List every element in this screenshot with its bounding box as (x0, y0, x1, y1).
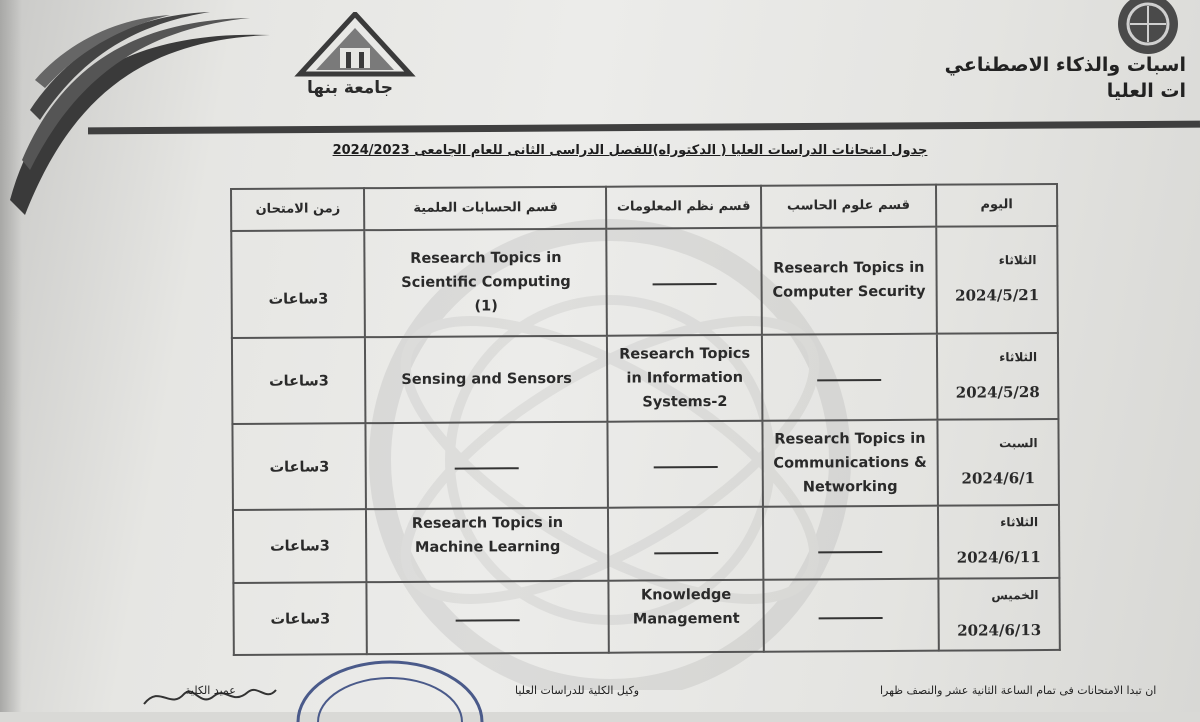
info-course (608, 421, 763, 508)
sci-course (366, 508, 608, 582)
table-row (232, 419, 1059, 510)
course-name: Research Topics in Information Systems-2 (619, 345, 751, 411)
day-name: الثلاثاء (999, 349, 1038, 365)
faculty-name: اسبات والذكاء الاصطناعي (944, 54, 1186, 76)
sci-course (367, 580, 609, 654)
exam-date: 2024/6/13 (957, 620, 1042, 640)
cs-course (762, 333, 938, 420)
table-header-row (231, 184, 1057, 231)
exam-day (938, 578, 1059, 651)
cs-course (763, 506, 939, 579)
header-exam-time: زمن الامتحان (231, 188, 365, 231)
exam-schedule-table (230, 183, 1061, 656)
sci-course (366, 422, 608, 510)
table-row (232, 333, 1059, 424)
university-name: جامعة بنها (307, 78, 393, 98)
exam-duration: 3ساعات (232, 423, 366, 510)
exam-date: 2024/6/11 (956, 548, 1041, 568)
day-name: السبت (999, 436, 1038, 451)
faculty-emblem-icon (1108, 0, 1188, 62)
info-course (607, 228, 762, 335)
course-name: Research Topics in Computer Security (772, 260, 926, 302)
course-name: Sensing and Sensors (401, 370, 572, 388)
exam-day (938, 505, 1059, 578)
empty-slot-dash (653, 466, 717, 468)
empty-slot-dash (652, 283, 716, 285)
exam-day (937, 419, 1059, 506)
info-course (609, 579, 764, 652)
day-name: الخميس (991, 587, 1039, 603)
course-name: Knowledge Management (632, 586, 740, 628)
dean-signature-label: عميد الكلية (185, 684, 236, 697)
cs-course (763, 578, 939, 651)
info-course (607, 334, 762, 421)
exam-date: 2024/5/21 (955, 286, 1040, 305)
exam-duration: 3ساعات (231, 230, 365, 337)
empty-slot-dash (818, 379, 882, 381)
vice-dean-signature-label: وكيل الكلية للدراسات العليا (515, 684, 640, 697)
table-row (233, 505, 1059, 582)
cs-course (762, 420, 938, 507)
header-computer-science: قسم علوم الحاسب (761, 185, 936, 228)
exam-duration: 3ساعات (233, 510, 367, 583)
exam-date: 2024/6/1 (961, 469, 1036, 488)
header-information-systems: قسم نظم المعلومات (606, 186, 761, 229)
table-row (231, 226, 1058, 337)
exam-duration: 3ساعات (233, 582, 367, 655)
sci-course (365, 335, 607, 423)
exam-date: 2024/5/28 (955, 382, 1040, 402)
cs-course (761, 227, 937, 335)
document-title (330, 143, 930, 158)
exam-duration: 3ساعات (232, 337, 366, 424)
info-course (608, 507, 763, 580)
exam-day (936, 226, 1058, 333)
course-name: Research Topics in Communications & Networking (773, 430, 927, 496)
empty-slot-dash (455, 467, 519, 469)
day-name: الثلاثاء (1000, 515, 1039, 530)
exam-start-note: ان تبدا الامتحانات فى تمام الساعة الثانية عشر والنصف ظهرا (880, 684, 1157, 697)
table-row (233, 578, 1059, 655)
title-line: جدول امتحانات الدراسات العليا ( الدكتوراه)للفصل الدراسى الثانى للعام الجامعى 2024/2023 (332, 143, 928, 158)
empty-slot-dash (819, 617, 883, 619)
faculty-header (945, 54, 1186, 102)
header-day: اليوم (936, 184, 1057, 227)
course-name: Research Topics in Scientific Computing (1) (401, 250, 571, 315)
exam-day (937, 333, 1059, 420)
course-name: Research Topics in Machine Learning (411, 515, 564, 557)
faculty-department: ات العليا (1106, 80, 1186, 102)
sci-course (365, 229, 608, 337)
day-name: الثلاثاء (998, 253, 1037, 268)
header-scientific-computing: قسم الحسابات العلمية (364, 187, 606, 231)
empty-slot-dash (456, 619, 520, 621)
empty-slot-dash (654, 553, 718, 555)
empty-slot-dash (819, 552, 883, 554)
